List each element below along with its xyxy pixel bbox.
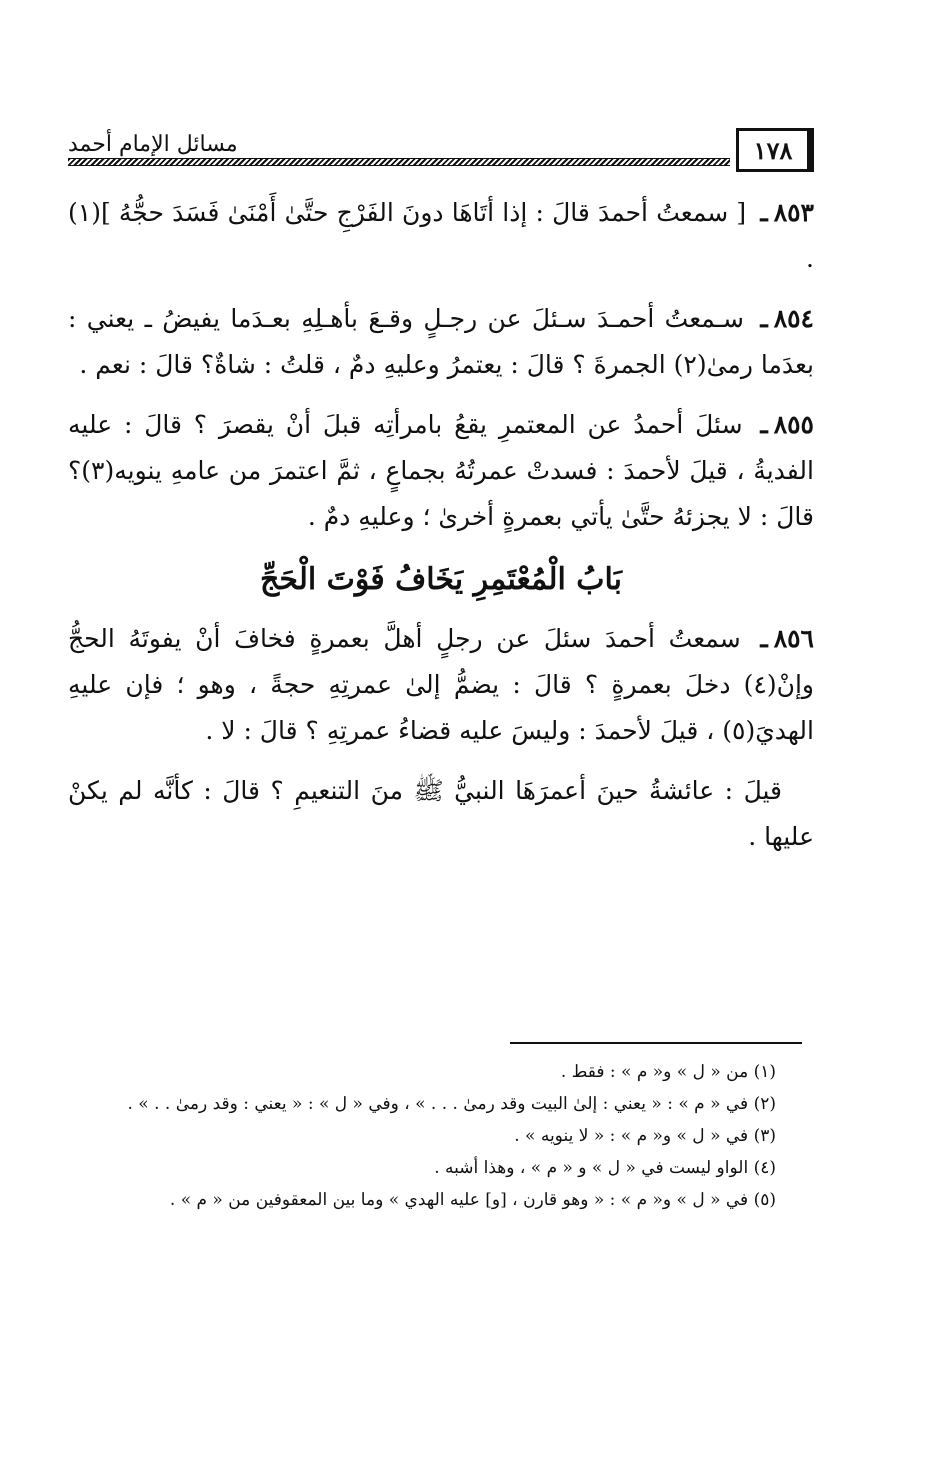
closing-paragraph: قيلَ : عائشةُ حينَ أعمرَهَا النبيُّ ﷺ منَ التنعيمِ ؟ قالَ : كأنَّه لم يكنْ عليها . <box>68 776 814 851</box>
paragraph-853 <box>68 190 814 282</box>
paragraph-text: سئلَ أحمدُ عن المعتمرِ يقعُ بامرأتِه قبلَ أنْ يقصرَ ؟ قالَ : عليه الفديةُ ، قيلَ لأحمدَ : فسدتْ عمرتُهُ بجماعٍ ، ثمَّ اعتمرَ من عامهِ ينويه(٣)؟ قالَ : لا يجزئهُ حتَّىٰ يأتي بعمرةٍ أخرىٰ ؛ وعليهِ دمٌ . <box>68 410 814 531</box>
paragraph-text: سمعتُ أحمدَ سئلَ عن رجلٍ أهلَّ بعمرةٍ فخافَ أنْ يفوتَهُ الحجُّ وإنْ(٤) دخلَ بعمرةٍ ؟ قالَ : يضمُّ إلىٰ عمرتِهِ حجةً ، وهو ؛ فإن عليهِ الهديَ(٥) ، قيلَ لأحمدَ : وليسَ عليه قضاءُ عمرتِهِ ؟ قالَ : لا . <box>68 624 814 745</box>
chapter-heading: بَابُ الْمُعْتَمِرِ يَخَافُ فَوْتَ الْحَجِّ <box>260 562 622 597</box>
book-page <box>62 118 814 1298</box>
number-dash: ـ <box>760 304 768 333</box>
footnote-5: (٥) في « ل » و« م » : « وهو قارن ، [و] عليه الهدي » وما بين المعقوفين من « م » . <box>169 1190 776 1210</box>
paragraph-text: [ سمعتُ أحمدَ قالَ : إذا أتَاهَا دونَ الفَرْجِ حتَّىٰ أَمْنَىٰ فَسَدَ حجُّهُ ](١) . <box>68 198 814 273</box>
paragraph-number: ٨٥٤ <box>773 304 814 333</box>
header-divider <box>68 158 730 166</box>
paragraph-854 <box>68 296 814 388</box>
main-text <box>68 190 814 874</box>
paragraph-number: ٨٥٥ <box>773 410 814 439</box>
number-dash: ـ <box>760 410 768 439</box>
footnote-2: (٢) في « م » : « يعني : إلىٰ البيت وقد رمىٰ . . . » ، وفي « ل » : « يعني : وقد رمىٰ . . » . <box>127 1094 776 1114</box>
running-title: مسائل الإمام أحمد <box>68 132 238 157</box>
paragraph-855 <box>68 402 814 540</box>
page-header <box>62 118 814 180</box>
footnotes <box>68 1056 802 1216</box>
paragraph-text: سـمعتُ أحمـدَ سـئلَ عن رجـلٍ وقـعَ بأهـلِهِ بعـدَما يفيضُ ـ يعني : بعدَما رمىٰ(٢) الجمرةَ ؟ قالَ : يعتمرُ وعليهِ دمٌ ، قلتُ : شاةٌ؟ قالَ : نعم . <box>68 304 814 379</box>
paragraph-number: ٨٥٣ <box>773 198 814 227</box>
number-dash: ـ <box>760 198 768 227</box>
number-dash: ـ <box>760 624 768 653</box>
footnote-1: (١) من « ل » و« م » : فقط . <box>560 1062 776 1082</box>
footnote-4: (٤) الواو ليست في « ل » و « م » ، وهذا أشبه . <box>434 1158 776 1178</box>
footnote-3: (٣) في « ل » و« م » : « لا ينويه » . <box>514 1126 776 1146</box>
paragraph-number: ٨٥٦ <box>773 624 814 653</box>
page-number: ١٧٨ <box>736 128 814 172</box>
footnote-divider <box>510 1042 802 1044</box>
paragraph-856 <box>68 616 814 754</box>
